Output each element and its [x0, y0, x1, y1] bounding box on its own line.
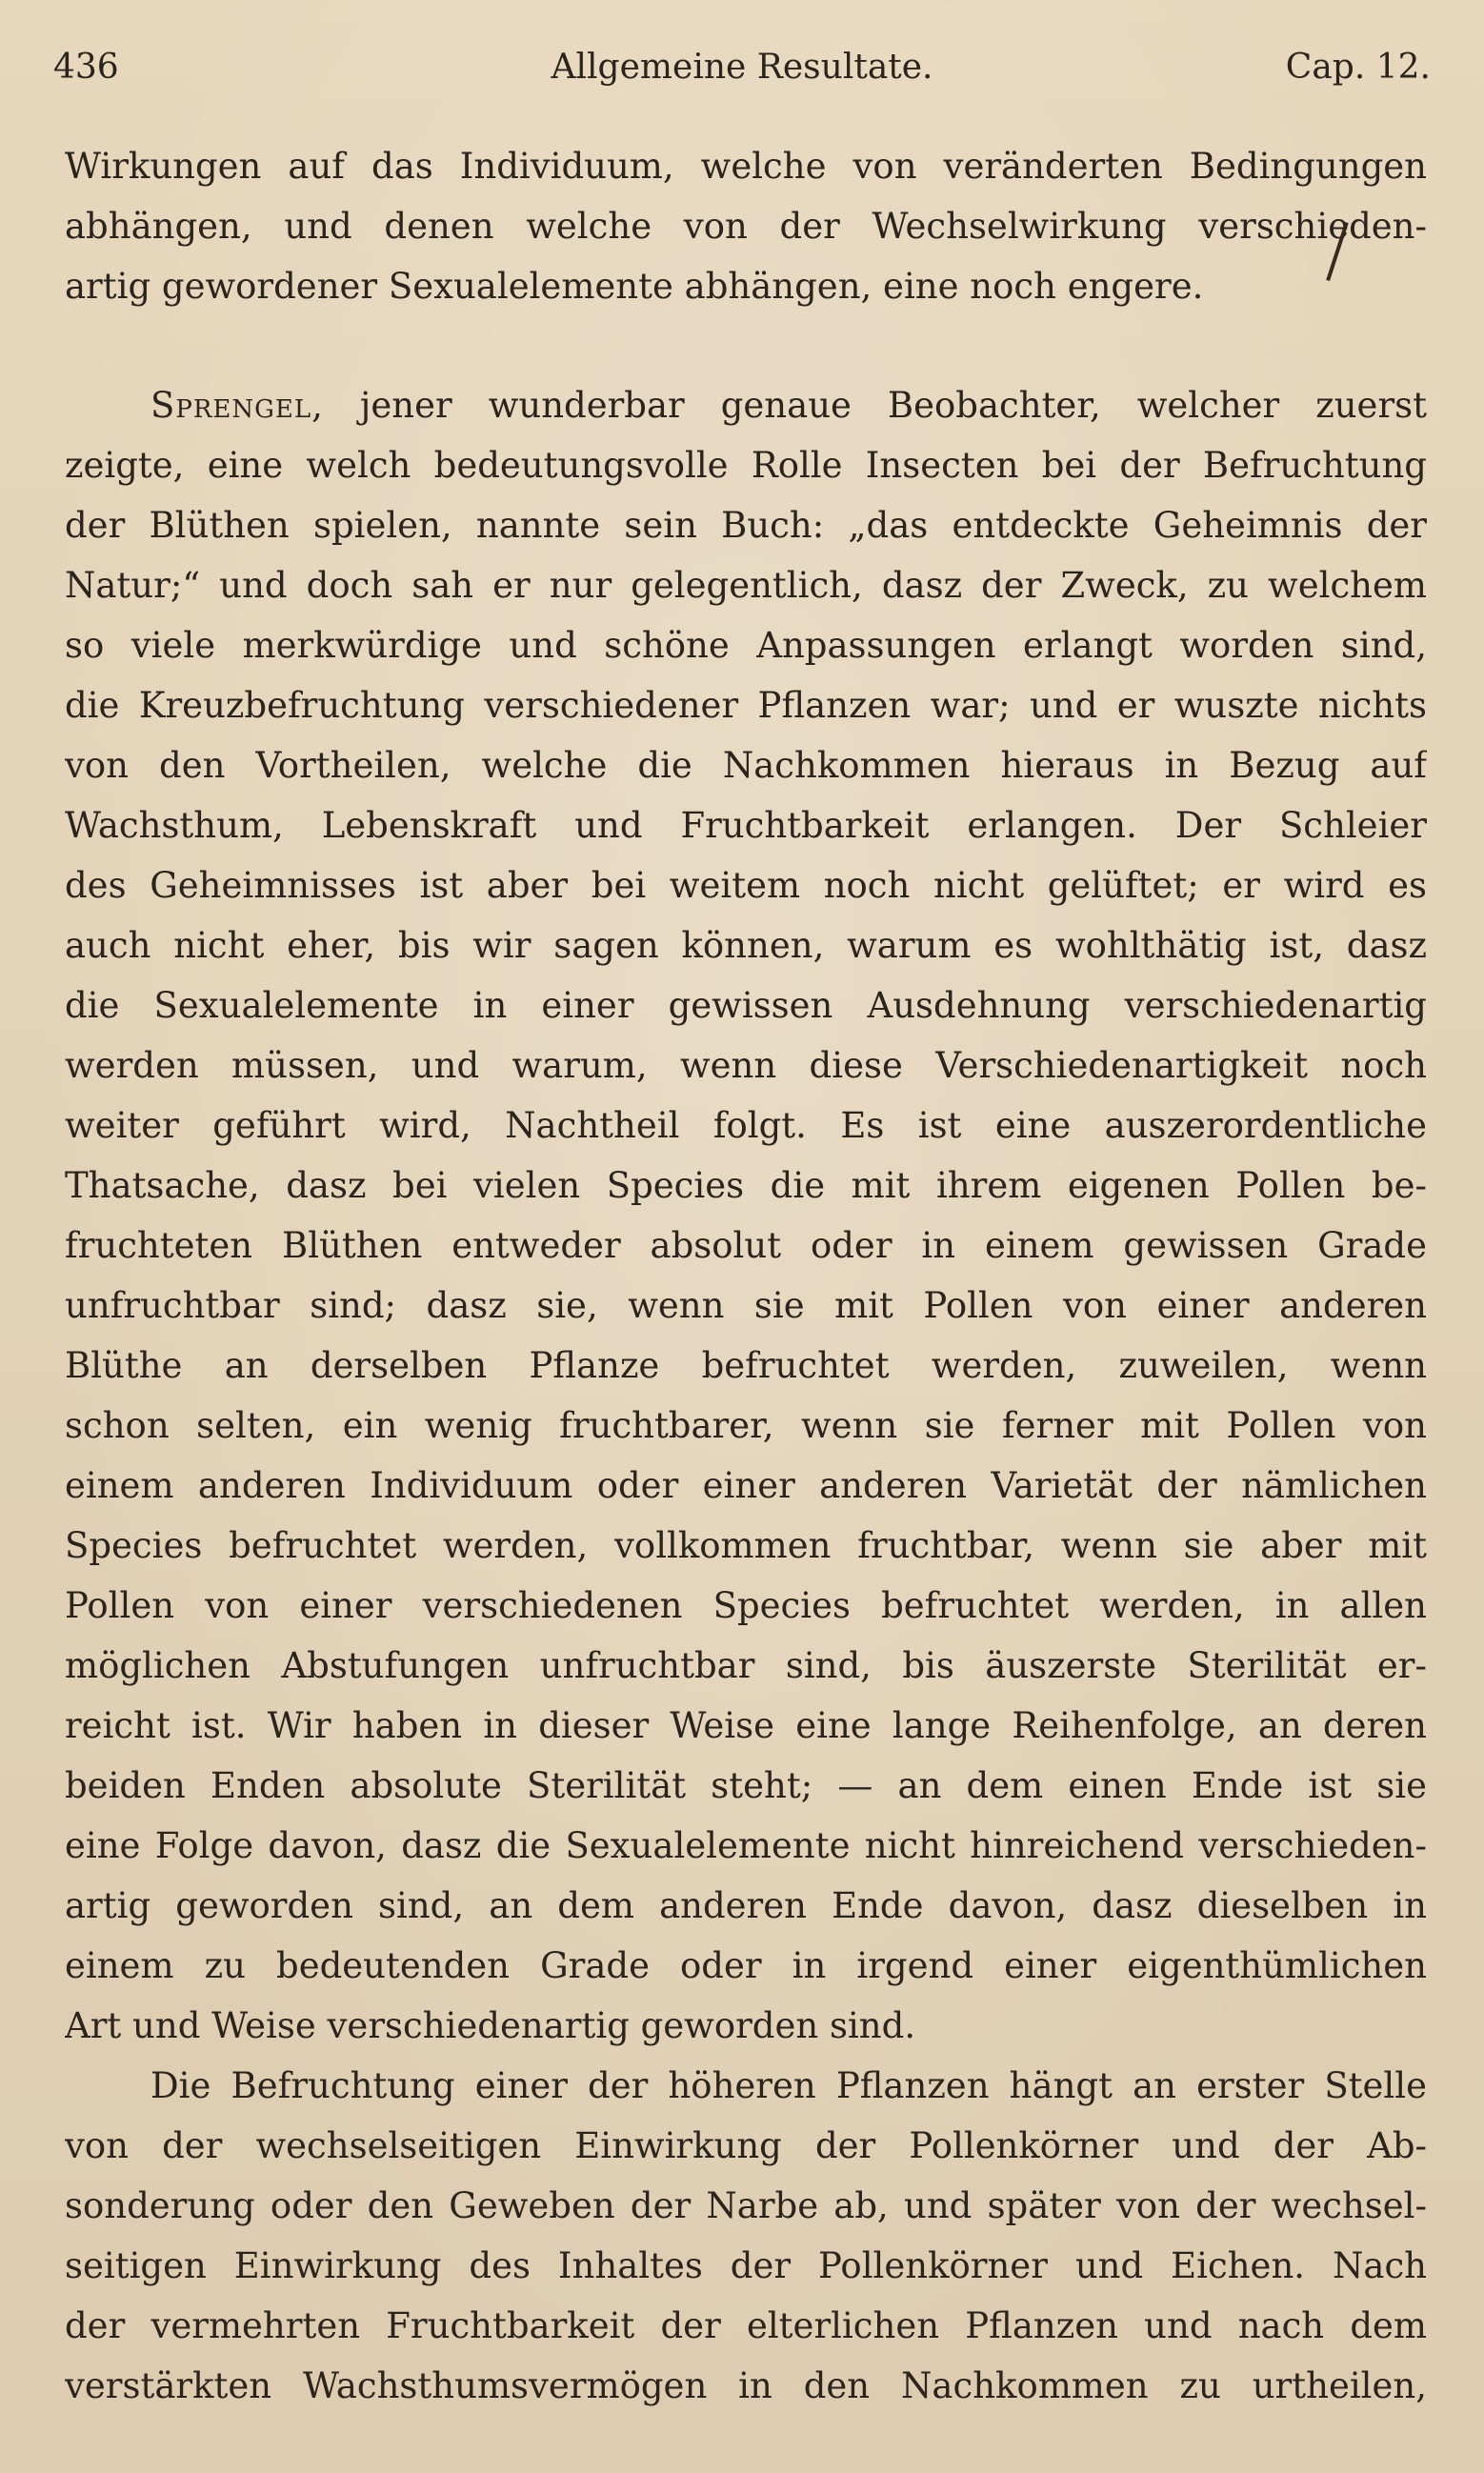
paragraph-gap — [65, 316, 1427, 375]
text-line: die Kreuzbefruchtung verschiedener Pflanzen war; und er wuszte nichts — [65, 685, 1427, 726]
page-number: 436 — [53, 48, 119, 87]
text-line: eine Folge davon, dasz die Sexualelemente nicht hinreichend verschieden- — [65, 1825, 1427, 1866]
text-line: seitigen Einwirkung des Inhaltes der Pollenkörner und Eichen. Nach — [65, 2245, 1427, 2286]
text-line — [65, 375, 1427, 435]
chapter-label: Cap. 12. — [1285, 48, 1431, 87]
text-line: weiter geführt wird, Nachtheil folgt. Es ist eine auszerordentliche — [65, 1105, 1427, 1146]
text-line: artig geworden sind, an dem anderen Ende davon, dasz dieselben in — [65, 1885, 1427, 1926]
text-line: reicht ist. Wir haben in dieser Weise eine lange Reihenfolge, an deren — [65, 1705, 1427, 1746]
text-line: sonderung oder den Geweben der Narbe ab, und später von der wechsel- — [65, 2185, 1427, 2226]
text-line: verstärkten Wachsthumsvermögen in den Nachkommen zu urtheilen, — [65, 2365, 1427, 2406]
text-line: so viele merkwürdige und schöne Anpassungen erlangt worden sind, — [65, 625, 1427, 666]
text-line: Blüthe an derselben Pflanze befruchtet werden, zuweilen, wenn — [65, 1345, 1427, 1386]
text-line: fruchteten Blüthen entweder absolut oder in einem gewissen Grade — [65, 1225, 1427, 1266]
text-line: Wirkungen auf das Individuum, welche von veränderten Bedingungen — [65, 146, 1427, 187]
text-line: Wachsthum, Lebenskraft und Fruchtbarkeit erlangen. Der Schleier — [65, 805, 1427, 846]
text-line: die Sexualelemente in einer gewissen Ausdehnung verschiedenartig — [65, 985, 1427, 1026]
text-line: von der wechselseitigen Einwirkung der Pollenkörner und der Ab- — [65, 2125, 1427, 2166]
paragraph-1 — [65, 136, 1427, 316]
paragraph-3 — [65, 2056, 1427, 2416]
text-span: jener wunderbar genaue Beobachter, welcher zuerst — [323, 385, 1427, 426]
text-line: abhängen, und denen welche von der Wechselwirkung verschieden- — [65, 206, 1427, 247]
text-line: artig gewordener Sexualelemente abhängen, eine noch engere. — [65, 266, 1204, 307]
text-line: Species befruchtet werden, vollkommen fruchtbar, wenn sie aber mit — [65, 1525, 1427, 1566]
text-line: Art und Weise verschiedenartig geworden sind. — [65, 2005, 916, 2046]
text-line: einem zu bedeutenden Grade oder in irgend einer eigenthümlichen — [65, 1945, 1427, 1986]
text-line: Natur;“ und doch sah er nur gelegentlich, dasz der Zweck, zu welchem — [65, 565, 1427, 606]
text-line: der vermehrten Fruchtbarkeit der elterlichen Pflanzen und nach dem — [65, 2305, 1427, 2346]
text-line: Thatsache, dasz bei vielen Species die mit ihrem eigenen Pollen be- — [65, 1165, 1427, 1206]
page-body — [65, 136, 1427, 2416]
text-line: auch nicht eher, bis wir sagen können, warum es wohlthätig ist, dasz — [65, 925, 1427, 966]
text-line: einem anderen Individuum oder einer anderen Varietät der nämlichen — [65, 1465, 1427, 1506]
text-line: werden müssen, und warum, wenn diese Verschiedenartigkeit noch — [65, 1045, 1427, 1086]
text-line: Die Befruchtung einer der höheren Pflanzen hängt an erster Stelle — [150, 2065, 1427, 2106]
text-line: zeigte, eine welch bedeutungsvolle Rolle Insecten bei der Befruchtung — [65, 445, 1427, 486]
text-line: des Geheimnisses ist aber bei weitem noch nicht gelüftet; er wird es — [65, 865, 1427, 906]
text-line: Pollen von einer verschiedenen Species befruchtet werden, in allen — [65, 1585, 1427, 1626]
paragraph-2 — [65, 375, 1427, 2056]
page-header — [53, 48, 1431, 95]
author-name: Sprengel, — [150, 385, 324, 426]
text-line: beiden Enden absolute Sterilität steht; — an dem einen Ende ist sie — [65, 1765, 1427, 1806]
text-line: unfruchtbar sind; dasz sie, wenn sie mit Pollen von einer anderen — [65, 1285, 1427, 1326]
running-title: Allgemeine Resultate. — [551, 48, 933, 87]
text-line: der Blüthen spielen, nannte sein Buch: „das entdeckte Geheimnis der — [65, 505, 1427, 546]
text-line: von den Vortheilen, welche die Nachkommen hieraus in Bezug auf — [65, 745, 1427, 786]
text-line: schon selten, ein wenig fruchtbarer, wenn sie ferner mit Pollen von — [65, 1405, 1427, 1446]
text-line: möglichen Abstufungen unfruchtbar sind, bis äuszerste Sterilität er- — [65, 1645, 1427, 1686]
